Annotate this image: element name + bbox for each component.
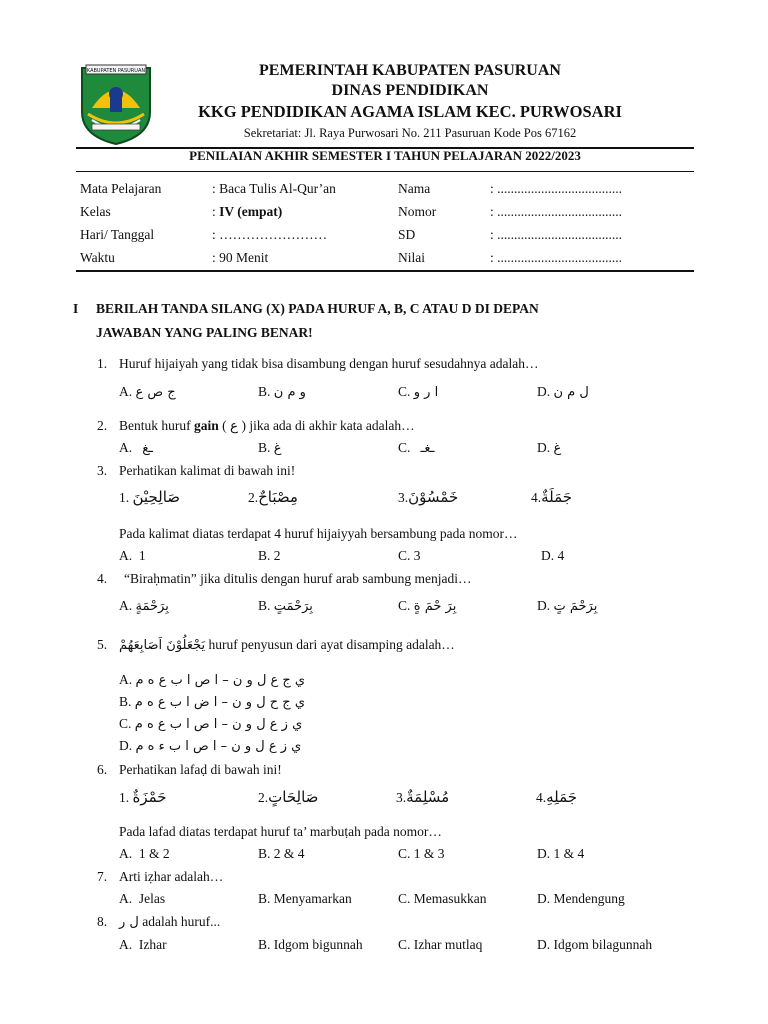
question-text bbox=[119, 637, 455, 653]
option-label: B. bbox=[258, 548, 271, 563]
section-instruction-line: JAWABAN YANG PALING BENAR! bbox=[96, 325, 313, 340]
option-c[interactable] bbox=[398, 937, 482, 953]
class-value bbox=[212, 204, 282, 220]
svg-text:KABUPATEN PASURUAN: KABUPATEN PASURUAN bbox=[86, 68, 146, 74]
question-number: 8. bbox=[97, 914, 108, 929]
option-text: 2 bbox=[273, 548, 281, 563]
exam-title: PENILAIAN AKHIR SEMESTER I TAHUN PELAJARAN 2022/2023 bbox=[189, 148, 581, 163]
word-text: مُسْلِمَةٌ bbox=[406, 788, 450, 806]
question-text-part: Bentuk huruf bbox=[119, 418, 194, 433]
option-a[interactable] bbox=[119, 846, 170, 862]
option-text: و م ن bbox=[273, 385, 306, 400]
section-number: I bbox=[73, 301, 79, 316]
word-text: مِصْبَاحٌ bbox=[258, 488, 298, 506]
option-a[interactable] bbox=[119, 440, 153, 456]
time-value: : 90 Menit bbox=[212, 250, 269, 265]
option-text: ي ز ع ل و ن – ا ص ا ب ء ه م bbox=[135, 739, 302, 754]
option-text: ا ر و bbox=[413, 385, 439, 400]
option-label: B. bbox=[258, 440, 271, 455]
option-c[interactable] bbox=[398, 384, 438, 400]
option-b[interactable] bbox=[258, 598, 313, 614]
class-label: Kelas bbox=[80, 204, 111, 219]
option-text: 1 & 2 bbox=[138, 846, 170, 861]
option-text: 2 & 4 bbox=[273, 846, 305, 861]
question-text: “Biraḥmatin” jika ditulis dengan huruf arab sambung menjadi… bbox=[124, 571, 472, 586]
option-text: 1 & 3 bbox=[413, 846, 445, 861]
option-b[interactable] bbox=[258, 440, 282, 456]
option-b[interactable] bbox=[258, 548, 281, 564]
option-d[interactable] bbox=[541, 548, 564, 564]
word-1 bbox=[119, 788, 167, 806]
option-label: D. bbox=[537, 891, 551, 906]
option-text: ـغ bbox=[142, 441, 153, 456]
name-field[interactable]: : ..................................... bbox=[490, 181, 623, 196]
word-4 bbox=[531, 488, 572, 506]
score-label: Nilai bbox=[398, 250, 425, 265]
option-text: بِرَحْمَ تٍ bbox=[553, 599, 598, 614]
option-text: Mendengung bbox=[553, 891, 625, 906]
question-text-part: ( ع‎ ) jika ada di akhir kata adalah… bbox=[218, 418, 415, 433]
option-d[interactable] bbox=[537, 937, 652, 953]
option-label: C. bbox=[398, 937, 411, 952]
word-text: صَالِحِيْنَ bbox=[132, 488, 181, 506]
question-text: Huruf hijaiyah yang tidak bisa disambung dengan huruf sesudahnya adalah… bbox=[119, 356, 539, 371]
option-d[interactable] bbox=[537, 384, 589, 400]
question-number: 3. bbox=[97, 463, 108, 478]
option-text: غ bbox=[553, 441, 562, 456]
question-text bbox=[119, 418, 415, 434]
time-label: Waktu bbox=[80, 250, 115, 265]
option-label: B. bbox=[258, 846, 271, 861]
identity-table bbox=[80, 181, 700, 273]
question-arabic: ل ر bbox=[119, 915, 139, 930]
date-label: Hari/ Tanggal bbox=[80, 227, 155, 242]
option-label: A. bbox=[119, 440, 133, 455]
option-d[interactable] bbox=[537, 846, 584, 862]
school-field[interactable]: : ..................................... bbox=[490, 227, 623, 242]
option-label: A. bbox=[119, 672, 133, 687]
option-text: ج ص ع bbox=[135, 385, 176, 400]
option-d[interactable] bbox=[537, 440, 561, 456]
option-label: C. bbox=[398, 384, 411, 399]
option-text: Idgom bilagunnah bbox=[553, 937, 653, 952]
word-text: خَمْسُوْنَ bbox=[408, 488, 459, 506]
subject-label: Mata Pelajaran bbox=[80, 181, 162, 196]
word-label: .3 bbox=[398, 490, 409, 505]
question-number: 2. bbox=[97, 418, 108, 433]
question-text: Perhatikan lafaḍ di bawah ini! bbox=[119, 762, 282, 777]
subject-value: : Baca Tulis Al-Qur’an bbox=[212, 181, 336, 196]
option-text: 4 bbox=[557, 548, 565, 563]
word-label: .4 bbox=[531, 490, 542, 505]
word-label: .4 bbox=[536, 790, 547, 805]
word-label: 1. bbox=[119, 790, 130, 805]
option-d[interactable] bbox=[537, 598, 597, 614]
option-text: ي ج ح ل و ن – ا ض ا ب ع ه م bbox=[134, 695, 306, 710]
option-text: ل م ن bbox=[553, 385, 589, 400]
question-number: 5. bbox=[97, 637, 108, 652]
option-label: C. bbox=[398, 548, 411, 563]
option-label: D. bbox=[537, 937, 551, 952]
word-3 bbox=[398, 488, 458, 506]
option-label: B. bbox=[119, 694, 132, 709]
info-rule-thick bbox=[76, 270, 694, 272]
option-label: B. bbox=[258, 384, 271, 399]
option-text: ي ز ع ل و ن – ا ص ا ب ع ه م bbox=[134, 717, 303, 732]
question-arabic: يَجْعَلُوْنَ اَصَابِعَهُمْ bbox=[119, 638, 206, 653]
option-label: D. bbox=[537, 846, 551, 861]
question-text-part: adalah huruf... bbox=[138, 914, 221, 929]
option-text: Menyamarkan bbox=[273, 891, 352, 906]
question-number: 4. bbox=[97, 571, 108, 586]
question-text: Perhatikan kalimat di bawah ini! bbox=[119, 463, 296, 478]
option-a[interactable] bbox=[119, 937, 167, 953]
option-label: C. bbox=[398, 598, 411, 613]
option-b[interactable] bbox=[258, 891, 352, 907]
option-text: بِرَحْمَةٍ bbox=[135, 599, 169, 614]
option-label: C. bbox=[398, 891, 411, 906]
option-b[interactable] bbox=[119, 694, 305, 710]
option-label: A. bbox=[119, 548, 133, 563]
word-label: .2 bbox=[248, 490, 259, 505]
word-text: صَالِحَاتٍ bbox=[268, 788, 319, 806]
number-field[interactable]: : ..................................... bbox=[490, 204, 623, 219]
option-text: Izhar bbox=[138, 937, 167, 952]
option-text: Jelas bbox=[138, 891, 166, 906]
option-text: غ bbox=[273, 441, 282, 456]
question-3-prompt: Pada kalimat diatas terdapat 4 huruf hijaiyyah bersambung pada nomor… bbox=[119, 526, 518, 541]
option-b[interactable] bbox=[258, 846, 305, 862]
word-3 bbox=[396, 788, 449, 806]
government-name: PEMERINTAH KABUPATEN PASURUAN bbox=[259, 62, 561, 79]
option-label: A. bbox=[119, 891, 133, 906]
word-label: .2 bbox=[258, 790, 269, 805]
option-label: A. bbox=[119, 598, 133, 613]
option-a[interactable] bbox=[119, 384, 176, 400]
option-c[interactable] bbox=[398, 891, 487, 907]
option-a[interactable] bbox=[119, 672, 305, 688]
option-c[interactable] bbox=[398, 440, 434, 456]
word-text: جَمَلَةٌ bbox=[541, 488, 573, 506]
school-label: SD bbox=[398, 227, 416, 242]
option-text: Izhar mutlaq bbox=[413, 937, 483, 952]
option-c[interactable] bbox=[398, 598, 456, 614]
number-label: Nomor bbox=[398, 204, 437, 219]
option-c[interactable] bbox=[398, 846, 445, 862]
option-label: C. bbox=[398, 846, 411, 861]
question-text: Arti iẓhar adalah… bbox=[119, 869, 224, 884]
question-number: 7. bbox=[97, 869, 108, 884]
title-rule bbox=[76, 171, 694, 172]
question-text bbox=[119, 914, 220, 930]
option-label: A. bbox=[119, 937, 133, 952]
identity-row bbox=[80, 181, 700, 204]
option-c[interactable] bbox=[398, 548, 421, 564]
class-value-bold: IV (empat) bbox=[219, 204, 283, 219]
option-text: ـغـ bbox=[420, 441, 435, 456]
word-text: جَمَلِهِ bbox=[546, 788, 578, 806]
option-text: بِرَ حْمَ ةٍ bbox=[413, 599, 457, 614]
option-text: 3 bbox=[413, 548, 421, 563]
question-6-prompt: Pada lafad diatas terdapat huruf ta’ marbuṭah pada nomor… bbox=[119, 824, 442, 839]
option-d[interactable] bbox=[537, 891, 625, 907]
identity-row bbox=[80, 204, 700, 227]
word-4 bbox=[536, 788, 577, 806]
class-colon: : bbox=[212, 204, 220, 219]
option-label: C. bbox=[119, 716, 132, 731]
option-b[interactable] bbox=[258, 384, 306, 400]
identity-row bbox=[80, 227, 700, 250]
word-text: حَمْزَةٌ bbox=[132, 788, 167, 806]
option-a[interactable] bbox=[119, 598, 169, 614]
option-text: Idgom bigunnah bbox=[273, 937, 363, 952]
score-field[interactable]: : ..................................... bbox=[490, 250, 623, 265]
option-b[interactable] bbox=[258, 937, 363, 953]
question-number: 1. bbox=[97, 356, 108, 371]
name-label: Nama bbox=[398, 181, 431, 196]
department-name: DINAS PENDIDIKAN bbox=[331, 82, 489, 99]
option-label: C. bbox=[398, 440, 411, 455]
option-label: D. bbox=[119, 738, 133, 753]
option-label: B. bbox=[258, 598, 271, 613]
section-instruction bbox=[96, 297, 656, 345]
word-1 bbox=[119, 488, 180, 506]
option-text: بِرَحْمَتٍ bbox=[273, 599, 313, 614]
option-label: B. bbox=[258, 937, 271, 952]
letterhead bbox=[160, 60, 660, 142]
option-d[interactable] bbox=[119, 738, 301, 754]
option-label: A. bbox=[119, 846, 133, 861]
question-number: 6. bbox=[97, 762, 108, 777]
word-2 bbox=[258, 788, 318, 806]
question-text-bold: gain bbox=[194, 418, 219, 433]
organization-name: KKG PENDIDIKAN AGAMA ISLAM KEC. PURWOSARI bbox=[198, 102, 622, 121]
option-label: B. bbox=[258, 891, 271, 906]
kabupaten-pasuruan-logo bbox=[78, 62, 154, 146]
word-label: .3 bbox=[396, 790, 407, 805]
option-label: A. bbox=[119, 384, 133, 399]
word-2 bbox=[248, 488, 298, 506]
secretariat-address: Sekretariat: Jl. Raya Purwosari No. 211 Pasuruan Kode Pos 67162 bbox=[243, 126, 577, 140]
option-a[interactable] bbox=[119, 548, 146, 564]
option-text: ي ج ع ل و ن – ا ص ا ب ع ه م bbox=[135, 673, 306, 688]
date-field[interactable]: : …………………… bbox=[212, 227, 328, 242]
option-label: D. bbox=[541, 548, 555, 563]
option-label: D. bbox=[537, 440, 551, 455]
option-c[interactable] bbox=[119, 716, 302, 732]
option-text: 1 bbox=[138, 548, 146, 563]
section-instruction-line: BERILAH TANDA SILANG (X) PADA HURUF A, B, C ATAU D DI DEPAN bbox=[96, 301, 539, 316]
word-label: 1. bbox=[119, 490, 130, 505]
option-text: Memasukkan bbox=[413, 891, 487, 906]
option-text: 1 & 4 bbox=[553, 846, 585, 861]
option-label: D. bbox=[537, 598, 551, 613]
option-label: D. bbox=[537, 384, 551, 399]
question-text-part: huruf penyusun dari ayat disamping adalah… bbox=[205, 637, 455, 652]
option-a[interactable] bbox=[119, 891, 165, 907]
